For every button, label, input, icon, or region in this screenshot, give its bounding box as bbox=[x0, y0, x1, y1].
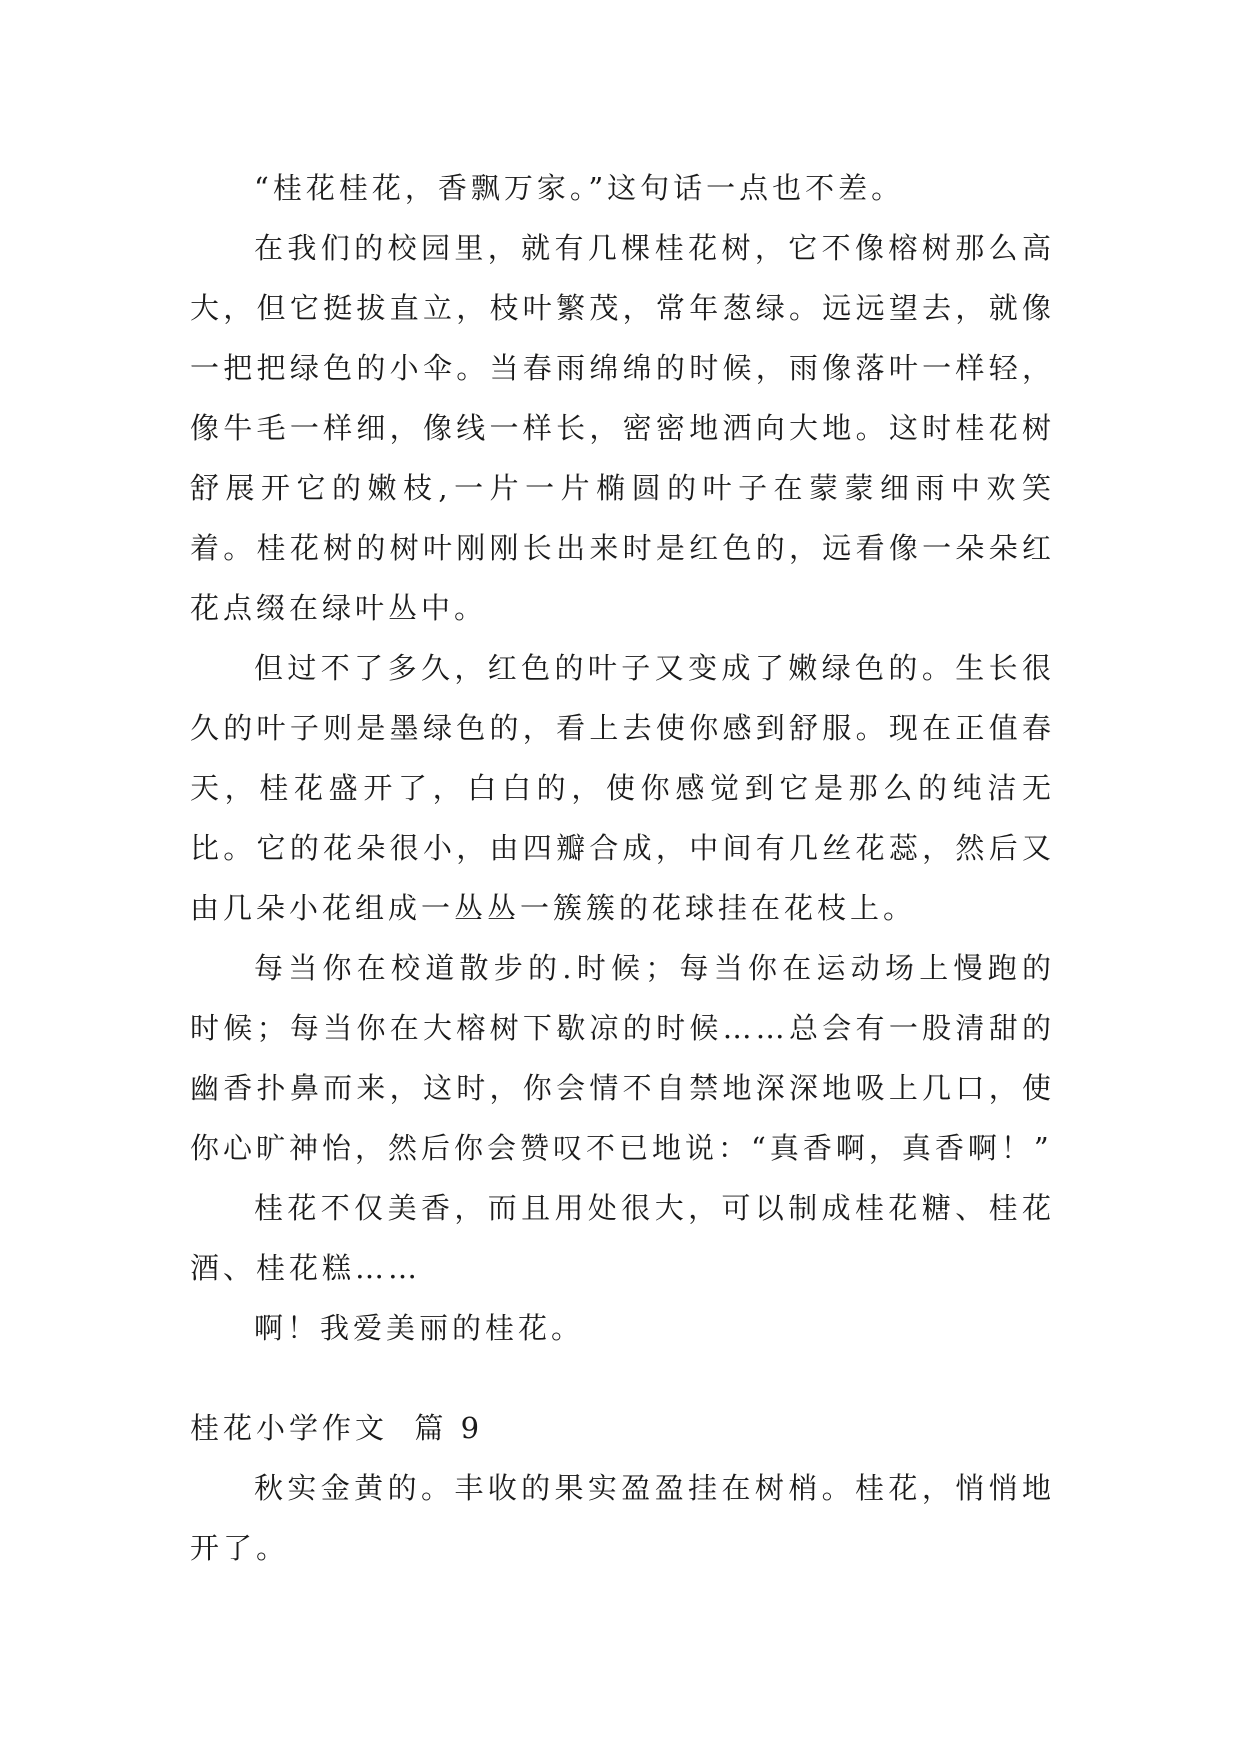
document-page bbox=[190, 158, 1055, 1578]
paragraph: 秋实金黄的。丰收的果实盈盈挂在树梢。桂花，悄悄地开了。 bbox=[190, 1471, 1055, 1565]
paragraph: 啊！我爱美丽的桂花。 bbox=[254, 1311, 585, 1345]
paragraph: 每当你在校道散步的.时候；每当你在运动场上慢跑的时候；每当你在大榕树下歇凉的时候……总会有一股清甜的幽香扑鼻而来，这时，你会情不自禁地深深地吸上几口，使你心旷神怡，然后你会赞叹不已地说：“真香啊，真香啊！” bbox=[190, 951, 1055, 1165]
paragraph: 桂花不仅美香，而且用处很大，可以制成桂花糖、桂花酒、桂花糕…… bbox=[190, 1191, 1055, 1285]
paragraph: 在我们的校园里，就有几棵桂花树，它不像榕树那么高大，但它挺拔直立，枝叶繁茂，常年葱绿。远远望去，就像一把把绿色的小伞。当春雨绵绵的时候，雨像落叶一样轻，像牛毛一样细，像线一样长，密密地洒向大地。这时桂花树舒展开它的嫩枝,一片一片椭圆的叶子在蒙蒙细雨中欢笑着。桂花树的树叶刚刚长出来时是红色的，远看像一朵朵红花点缀在绿叶丛中。 bbox=[190, 231, 1055, 625]
section-heading: 桂花小学作文 篇 9 bbox=[190, 1411, 484, 1445]
paragraph: “桂花桂花，香飘万家。”这句话一点也不差。 bbox=[254, 171, 905, 205]
paragraph: 但过不了多久，红色的叶子又变成了嫩绿色的。生长很久的叶子则是墨绿色的，看上去使你感到舒服。现在正值春天，桂花盛开了，白白的，使你感觉到它是那么的纯洁无比。它的花朵很小，由四瓣合成，中间有几丝花蕊，然后又由几朵小花组成一丛丛一簇簇的花球挂在花枝上。 bbox=[190, 651, 1055, 925]
